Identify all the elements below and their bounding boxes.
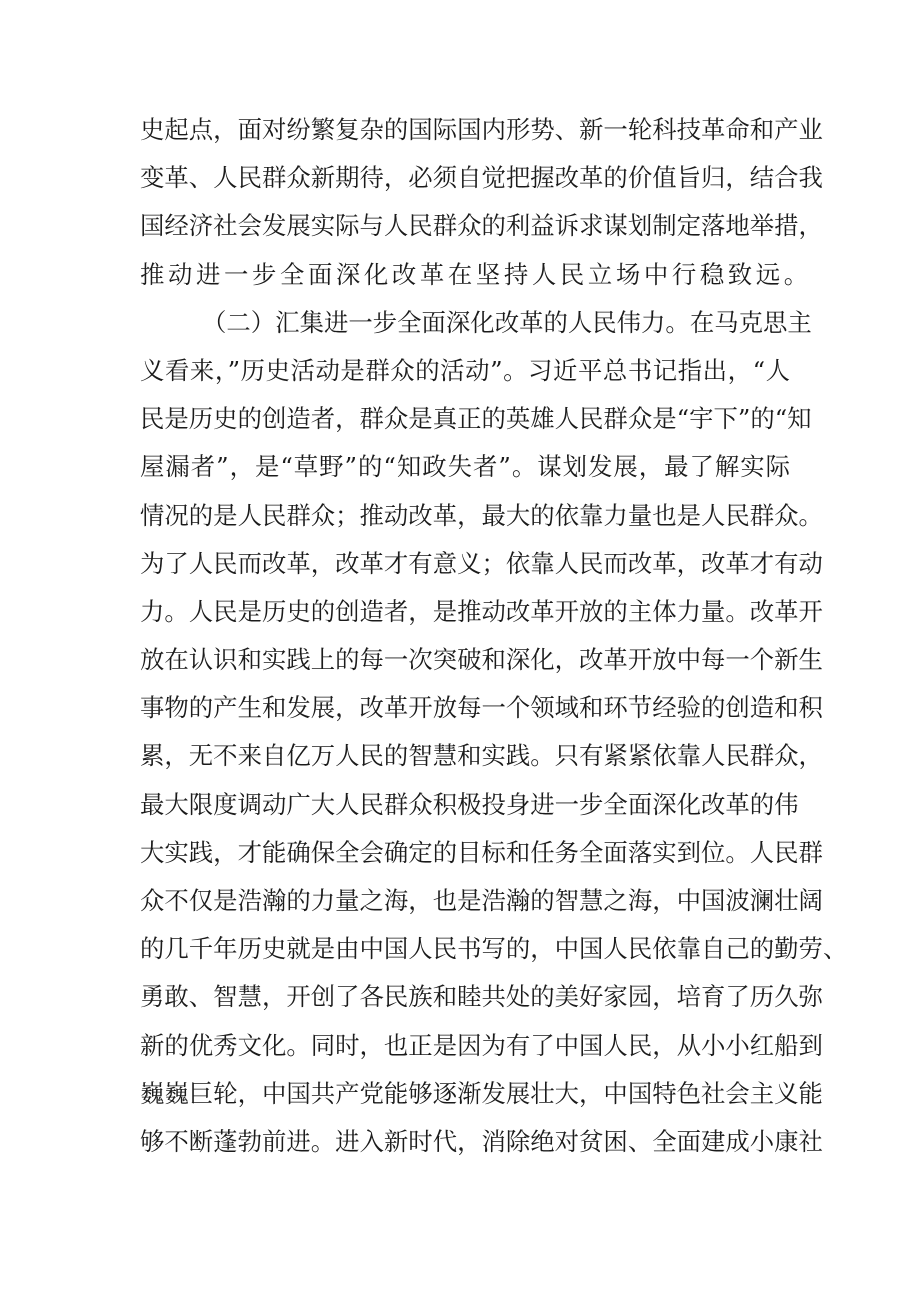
text-line: 为了人民而改革，改革才有意义；依靠人民而改革，改革才有动 xyxy=(140,548,823,578)
text-line: 事物的产生和发展，改革开放每一个领域和环节经验的创造和积 xyxy=(140,693,823,723)
text-line: 勇敢、智慧，开创了各民族和睦共处的美好家园，培育了历久弥 xyxy=(140,982,823,1012)
text-line: 够不断蓬勃前进。进入新时代，消除绝对贫困、全面建成小康社 xyxy=(140,1126,823,1156)
text-line: 大实践，才能确保全会确定的目标和任务全面落实到位。人民群 xyxy=(140,837,823,867)
paragraph-end-line: 推动进一步全面深化改革在坚持人民立场中行稳致远。 xyxy=(140,259,812,289)
text-line: 民是历史的创造者，群众是真正的英雄人民群众是“宇下”的“知 xyxy=(140,404,812,434)
text-line: 国经济社会发展实际与人民群众的利益诉求谋划制定落地举措， xyxy=(140,211,823,241)
text-line: 的几千年历史就是由中国人民书写的，中国人民依靠自己的勤劳、 xyxy=(140,934,848,964)
text-line: 累，无不来自亿万人民的智慧和实践。只有紧紧依靠人民群众， xyxy=(140,741,823,771)
body-text xyxy=(140,106,848,1166)
text-line: 力。人民是历史的创造者，是推动改革开放的主体力量。改革开 xyxy=(140,596,823,626)
section-heading-line: （二）汇集进一步全面深化改革的人民伟力。在马克思主 xyxy=(202,307,812,337)
text-line: 放在认识和实践上的每一次突破和深化，改革开放中每一个新生 xyxy=(140,645,823,675)
text-line: 新的优秀文化。同时，也正是因为有了中国人民，从小小红船到 xyxy=(140,1030,823,1060)
text-line: 义看来，”历史活动是群众的活动”。习近平总书记指出，“人 xyxy=(140,355,790,385)
text-line: 变革、人民群众新期待，必须自觉把握改革的价值旨归，结合我 xyxy=(140,163,823,193)
text-line: 屋漏者”，是“草野”的“知政失者”。谋划发展，最了解实际 xyxy=(140,452,790,482)
text-line: 情况的是人民群众；推动改革，最大的依靠力量也是人民群众。 xyxy=(140,500,823,530)
text-line: 巍巍巨轮，中国共产党能够逐渐发展壮大，中国特色社会主义能 xyxy=(140,1078,823,1108)
text-line: 最大限度调动广大人民群众积极投身进一步全面深化改革的伟 xyxy=(140,789,799,819)
text-line: 众不仅是浩瀚的力量之海，也是浩瀚的智慧之海，中国波澜壮阔 xyxy=(140,886,823,915)
text-line: 史起点，面对纷繁复杂的国际国内形势、新一轮科技革命和产业 xyxy=(140,115,823,144)
